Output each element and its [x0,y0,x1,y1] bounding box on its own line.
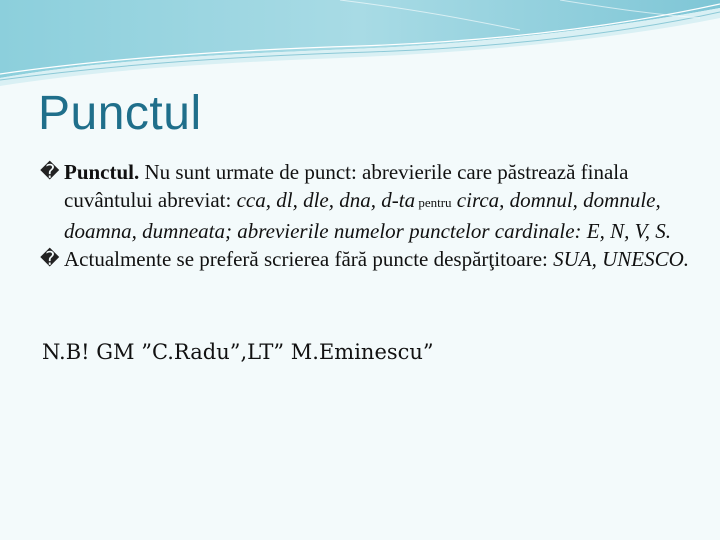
acronym-examples: SUA, UNESCO. [553,247,690,271]
header-wave-banner [0,0,720,90]
small-connector-text: pentru [415,195,452,210]
expansion-list: circa, domnul, domnule, doamna, dumneata; abrevierile numelor punctelor cardinale: E, N, V, S. [64,188,671,243]
slide-title: Punctul [38,87,202,140]
footnote-text: N.B! GM ”C.Radu”,LT” M.Eminescu” [42,340,434,364]
bullet-icon: � [40,161,60,183]
slide-body [40,158,700,273]
paragraph-text: Actualmente se preferă scrierea fără puncte despărţitoare: [64,247,554,271]
bullet-paragraph-2 [40,245,700,273]
paragraph-lead: Punctul. [64,160,140,184]
bullet-paragraph-1 [40,158,700,245]
bullet-icon: � [40,248,60,270]
paragraph-text: Nu sunt urmate de punct: abrevierile care păstrează finala cuvântului abreviat: [64,160,629,212]
abbreviation-list: cca, dl, dle, dna, d-ta [236,188,416,212]
